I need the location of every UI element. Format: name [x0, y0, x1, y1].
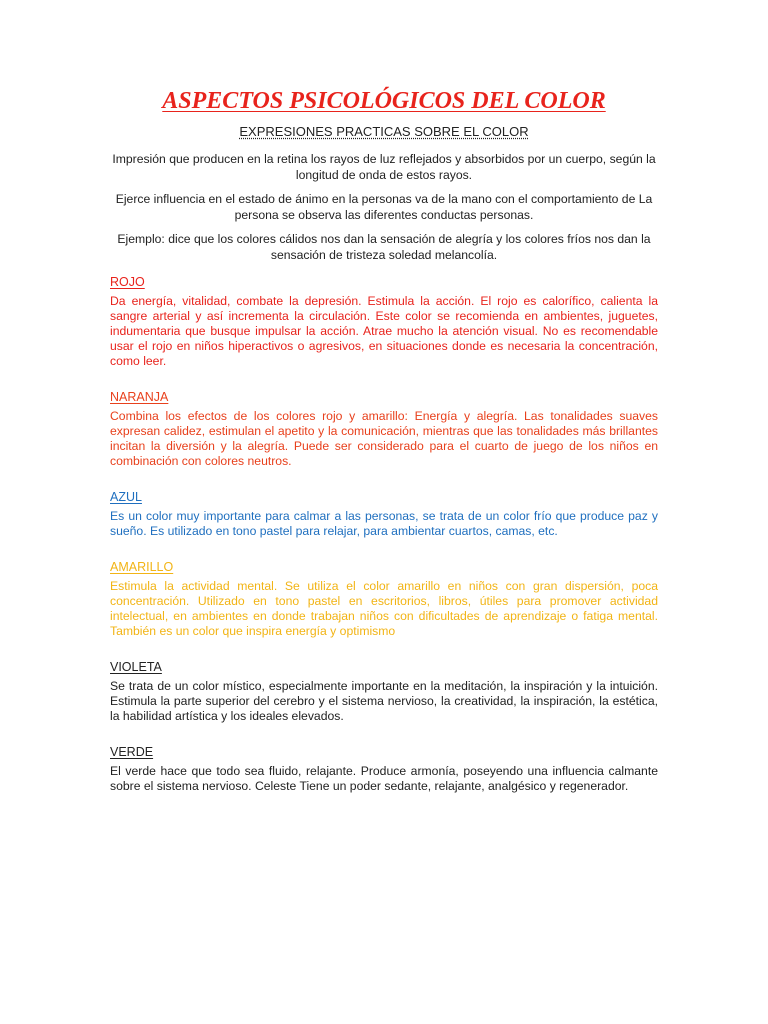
section-text-rojo: Da energía, vitalidad, combate la depresión. Estimula la acción. El rojo es calorífico, calienta la sangre arterial y así incrementa la circulación. Este color se recomienda en ambientes, juguetes, indumentaria que busque impulsar la acción. Atrae mucho la atención visual. No es recomendable usar el rojo en niños hiperactivos o agresivos, en situaciones donde es necesaria la concentración, como leer.	[110, 294, 658, 368]
section-text-naranja: Combina los efectos de los colores rojo y amarillo: Energía y alegría. Las tonalidades suaves expresan calidez, estimulan el apetito y la comunicación, mientras que las tonalidades más brillantes incitan la diversión y la alegría. Puede ser considerado para el cuarto de juego de los niños en combinación con colores neutros.	[110, 409, 658, 468]
section-text-azul: Es un color muy importante para calmar a las personas, se trata de un color frío que produce paz y sueño. Es utilizado en tono pastel para relajar, para ambientar cuartos, camas, etc.	[110, 509, 658, 538]
section-heading-rojo: ROJO	[110, 275, 145, 289]
section-heading-amarillo: AMARILLO	[110, 560, 174, 574]
section-verde	[110, 744, 658, 794]
document-subtitle: EXPRESIONES PRACTICAS SOBRE EL COLOR	[239, 124, 529, 139]
document-title: ASPECTOS PSICOLÓGICOS DEL COLOR	[162, 88, 606, 114]
document-page	[110, 0, 658, 1024]
intro-paragraph: Ejemplo: dice que los colores cálidos nos dan la sensación de alegría y los colores fríos nos dan la sensación de tristeza soledad melancolía.	[117, 232, 651, 262]
intro-paragraph: Impresión que producen en la retina los rayos de luz reflejados y absorbidos por un cuerpo, según la longitud de onda de estos rayos.	[112, 152, 656, 182]
section-text-verde: El verde hace que todo sea fluido, relajante. Produce armonía, poseyendo una influencia calmante sobre el sistema nervioso. Celeste Tiene un poder sedante, relajante, analgésico y regenerador.	[110, 764, 658, 793]
section-violeta	[110, 659, 658, 724]
section-heading-verde: VERDE	[110, 745, 154, 759]
section-azul	[110, 489, 658, 539]
section-text-violeta: Se trata de un color místico, especialmente importante en la meditación, la inspiración y la intuición. Estimula la parte superior del cerebro y el sistema nervioso, la creatividad, la inspiración, la estética, la habilidad artística y los ideales elevados.	[110, 679, 658, 723]
section-rojo	[110, 274, 658, 369]
section-naranja	[110, 389, 658, 469]
section-amarillo	[110, 559, 658, 639]
section-heading-azul: AZUL	[110, 490, 142, 504]
section-text-amarillo: Estimula la actividad mental. Se utiliza el color amarillo en niños con gran dispersión, poca concentración. Utilizado en tono pastel en escritorios, libros, útiles para promover actividad intelectual, en ambientes en donde trabajan niños con dificultades de aprendizaje o fatiga mental. También es un color que inspira energía y optimismo	[110, 579, 658, 638]
section-heading-violeta: VIOLETA	[110, 660, 162, 674]
intro-paragraph: Ejerce influencia en el estado de ánimo en la personas va de la mano con el comportamiento de La persona se observa las diferentes conductas personas.	[115, 192, 653, 222]
section-heading-naranja: NARANJA	[110, 390, 169, 404]
